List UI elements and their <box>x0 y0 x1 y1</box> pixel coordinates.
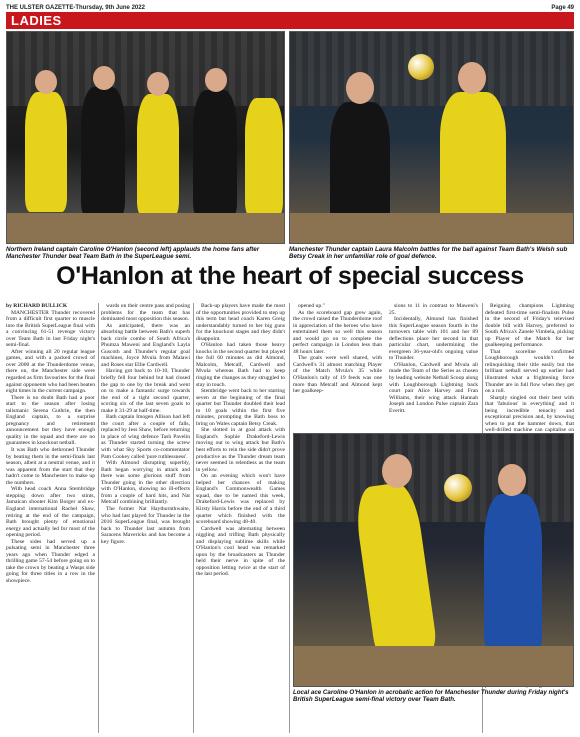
player-figure <box>484 494 542 654</box>
paragraph: opened up." <box>298 303 325 309</box>
player-figure <box>245 98 283 216</box>
article-column-4 <box>293 303 382 431</box>
netball <box>444 474 472 502</box>
paragraph: There is no doubt Bath had a poor start to the season after losing talismanic Serena Guthrie, the then England captain, to a surprise pregnancy and retirement announcement but they have enough quality in the squad and there are no guarantees in knockout netball. <box>6 394 95 447</box>
paragraph: O'Hanlon had taken those heavy knocks in the second quarter but played the full 60 minutes as did Almond, Malcolm, Metcalf, Cardwell and Mvula whereas Bath had to keep ringing the changes as they struggled to stay in touch. <box>196 342 285 388</box>
netball <box>408 54 434 80</box>
paper-date: THE ULSTER GAZETTE-Thursday, 9th June 2022 <box>6 5 145 11</box>
paragraph: Having got back to 10-10, Thunder briefly fell four behind but had closed the gap to one by the break and went on to make a fantastic surge towards the end of a tight second quarter, scoring six of the last seven goals to make it 31-29 at half-time. <box>101 368 190 414</box>
paragraph: It was Bath who dethroned Thunder by beating them in the semi-finals last season, albeit at a neutral venue, and it was apparent from the start that they hadn't come to Manchester to make up the numbers. <box>6 447 95 486</box>
paragraph: These sides had served up a pulsating semi in Manchester three years ago when Thunder edged a thrilling game 57-54 before going on to take the crown by beating a Wasps side going for three titles in a row in the showpiece. <box>6 538 95 584</box>
paragraph: Stembridge went back to her starting seven at the beginning of the final quarter but Thunder doubled their lead to 10 goals within the first five minutes, prompting the Bath boss to bring on Wales captain Betsy Creak. <box>196 388 285 427</box>
caption-right-photo: Manchester Thunder captain Laura Malcolm battles for the ball against Team Bath's Welsh sub Betsy Creak in her unfamiliar role of goal defence. <box>289 246 568 261</box>
paragraph: The former Nat Haythornthwaite, who had last played for Thunder in the 2016 SuperLeague final, was brought back to Thunder last autumn from Saracens Mavericks and has become a key figure. <box>101 505 190 545</box>
paragraph: As the scoreboard gap grew again, the crowd raised the Thunderdome roof in appreciation of the heroes who have entertained them so well this season and would go on to complete the perfect campaign in London less than 48 hours later. <box>293 309 382 355</box>
player-figure <box>25 92 67 212</box>
paragraph: As anticipated, there was an absorbing battle between Bath's superb back circle combo of South Africa's Phumza Maweni and England's Layla Guscoth and Thunder's regular goal machines, Joyce Mvula from Malawi and Roses star Ellie Cardwell. <box>101 322 190 368</box>
photo-ohanlon-applauds <box>6 31 285 244</box>
player-head <box>147 72 169 96</box>
caption-bottom-photo: Local ace Caroline O'Hanlon in acrobatic action for Manchester Thunder during Friday night's British SuperLeague semi-final victory over Team Bath. <box>293 689 569 704</box>
player-figure <box>137 94 179 216</box>
player-head <box>205 68 227 92</box>
player-head <box>458 62 486 94</box>
player-head <box>382 454 412 488</box>
paragraph: wards on their centre pass and posing problems for the team that has dominated most opposition this season. <box>101 303 190 323</box>
photo-ohanlon-acrobatic <box>293 433 574 687</box>
paragraph: She slotted in at goal attack with England's Sophie Drakeford-Lewis moving out to wing attack but Bath's best efforts to rein the side didn't prove productive as the Thunder dream team never seemed in relentless as the team in yellow. <box>196 427 285 473</box>
paragraph: O'Hanlon, Cardwell and Mvula all made the Team of the Series as chosen by leading website Netball Scoop along with Loughborough Lightning back court pair Alice Harvey and Fran Williams, their wing attack Hannah Joseph and London Pulse captain Zara Everitt. <box>389 361 478 414</box>
article-column-3 <box>196 303 285 733</box>
paragraph: sions to 11 in contrast to Maweni's 25. <box>389 303 478 316</box>
paragraph: Incidentally, Almond has finished this SuperLeague season fourth in the turnovers table with 101 and her 89 deflections place her second in that particular chart, undermining the evergreen 36-year-old's ongoing value to Thunder. <box>389 316 478 362</box>
photo-malcolm-battles <box>289 31 574 244</box>
player-head <box>498 464 526 496</box>
paragraph: MANCHESTER Thunder recovered from a difficult first quarter to muscle into the British SuperLeague final with a convincing 61-51 revenge victory over Team Bath in last Friday night's semi-final. <box>6 309 95 349</box>
paragraph: Sharply singled out their best with that 'fabulous' in everything' and it being incredible tenacity and exceptional precision and, by knowing when to put the hammer down, that well-drilled machine can capitalise on <box>485 394 574 434</box>
page-number: Page 49 <box>551 5 574 11</box>
paragraph: Bath captain Imogen Allison had left the court after a couple of falls, replaced by Jess Shaw, before returning in place of wing defence Tash Pavelin as Thunder started turning the screw with what Sky Sports co-commentator Pam Cookey called 'pure ruthlessness'. <box>101 414 190 460</box>
player-head <box>346 72 374 104</box>
player-figure <box>193 90 237 218</box>
court-floor <box>290 213 573 243</box>
article-column-2 <box>101 303 190 733</box>
article-headline: O'Hanlon at the heart of special success <box>56 262 524 290</box>
article-column-5 <box>389 303 478 431</box>
paragraph: That scoreline confirmed Loughborough wouldn't be relinquishing their title easily but the brilliant netball served up earlier had illustrated what a frightening force Thunder are in full flow when they get on a roll. <box>485 348 574 395</box>
byline: by RICHARD BULLICK <box>6 303 68 309</box>
paragraph: On an evening which won't have helped her chances of making England's Commonwealth Games squad, due to be named this week, Drakeford-Lewis was replaced by Kirsty Harris before the end of a third quarter which finished with the scoreboard showing 48-40. <box>196 473 285 526</box>
paragraph: Back-up players have made the most of the opportunities provided to step up this term but head coach Karen Greig understandably turned to her big guns for the knockout stages and they didn't disappoint. <box>196 303 285 342</box>
section-banner <box>6 12 574 29</box>
player-figure <box>81 87 125 217</box>
column-rule <box>98 303 99 733</box>
paragraph: With head coach Anna Stembridge stepping down after two stints, Jamaican shooter Kim Borger and ex-England international Rachel Shaw, retiring at the end of the campaign, Bath brought plenty of emotional energy and actually led for most of the opening period. <box>6 486 95 539</box>
column-rule <box>289 303 290 733</box>
article-column-1 <box>6 303 95 733</box>
paragraph: Cardwell was alternating between niggling and trifling Bath physically and displaying sublime skills while O'Hanlon's cool head was remarked upon by the broadcasters as Thunder held their nerve in spite of the opposition letting twice at the start of the last period. <box>196 525 285 578</box>
paragraph: After winning all 20 regular league games, and with a packed crowd of over 2000 at the Thunderdome venue, there on, the Manchester side were regarded as firm favourites for the final against opponents who had been beaten eight times in the current campaign. <box>6 348 95 395</box>
court-floor <box>294 646 573 686</box>
paragraph: The goals were well shared, with Cardwell's 31 almost matching Player of the Match Mvula's 35 while O'Hanlon's tally of 19 feeds was one more than Metcalf and Almond kept her goalkeep- <box>293 355 382 395</box>
court-floor <box>7 213 284 243</box>
column-rule <box>193 303 194 733</box>
paragraph: With Almond disrupting superbly, Bath began worrying in attack and there was some glorious stuff from Thunder going in the other direction with O'Hanlon, showing no ill-effects from a couple of hard hits, and Nat Metcalf combining brilliantly. <box>101 460 190 506</box>
caption-left-photo: Northern Ireland captain Caroline O'Hanlon (second left) applauds the home fans after Manchester Thunder beat Team Bath in the SuperLeague semi. <box>6 246 260 261</box>
player-head <box>35 70 57 94</box>
section-label: LADIES <box>11 13 62 28</box>
player-head <box>93 66 115 90</box>
paragraph: Reigning champions Lightning defeated first-time semi-finalists Pulse in the second of Friday's televised double bill with Harvey, preferred to South Africa's Zanele Vimbela, picking up Player of the Match for her goalkeeping performance. <box>485 303 574 349</box>
